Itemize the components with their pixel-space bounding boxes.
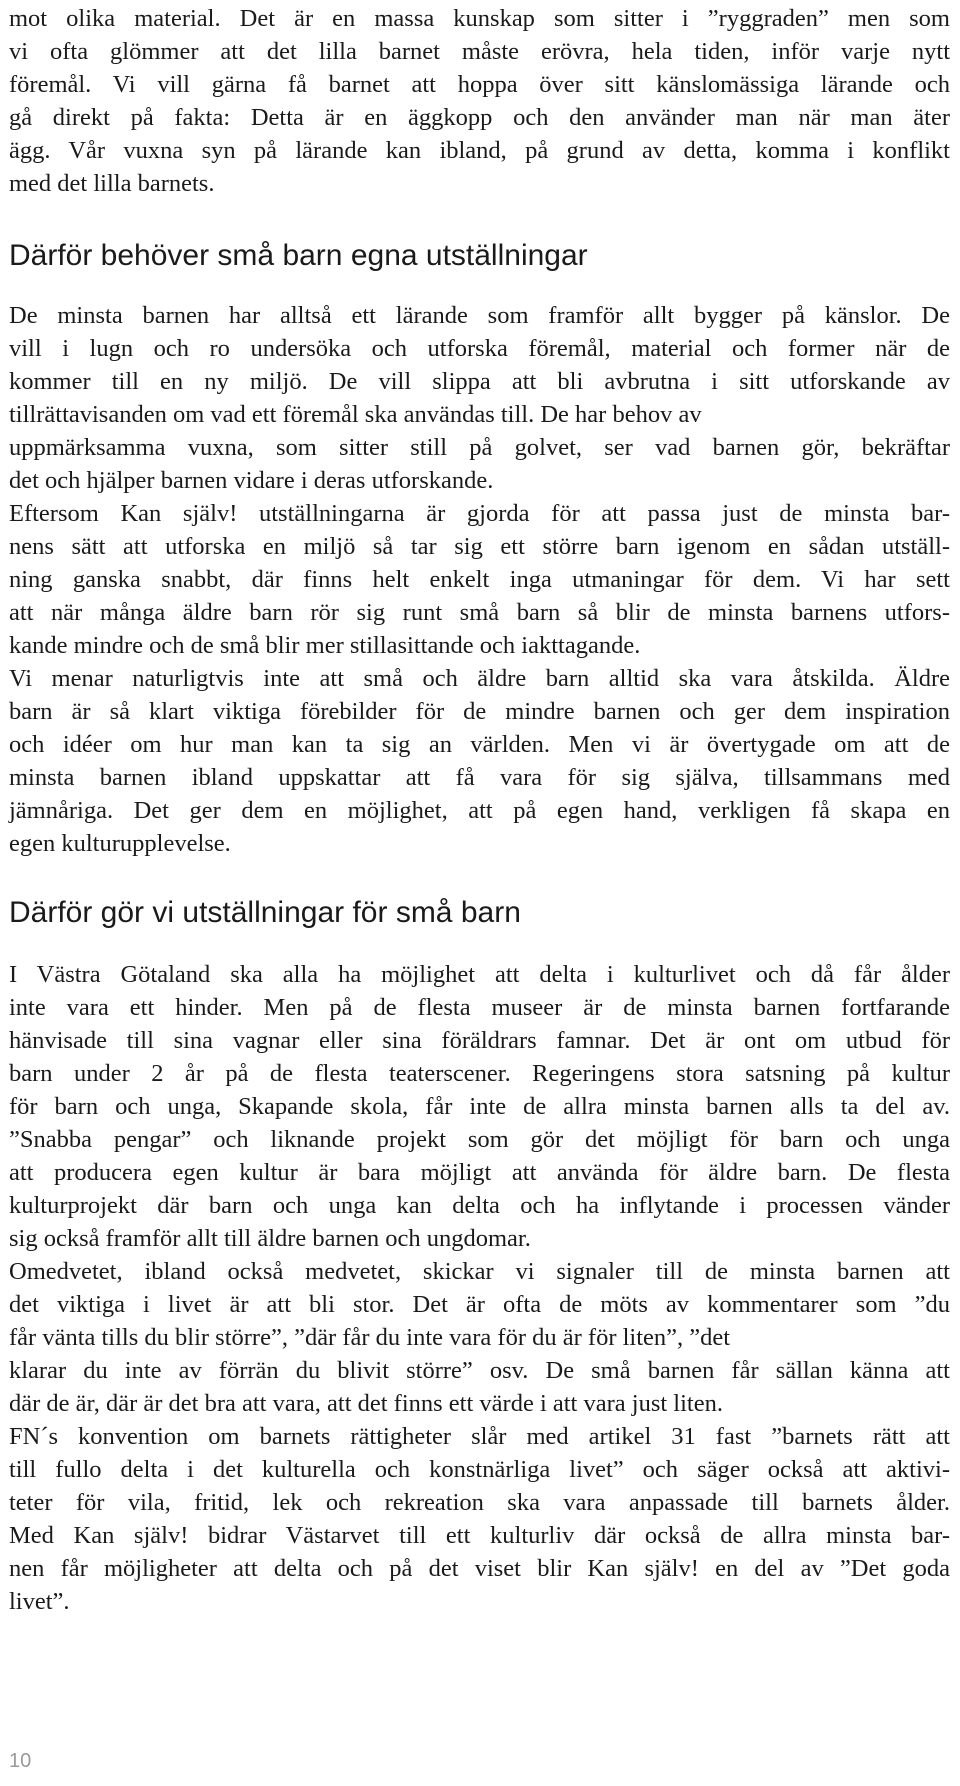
text-line: Eftersom Kan själv! utställningarna är gjorda för att passa just de minsta bar- <box>9 500 950 527</box>
text-line: att producera egen kultur är bara möjligt att använda för äldre barn. De flesta <box>9 1159 950 1186</box>
text-line: barn är så klart viktiga förebilder för de mindre barnen och ger dem inspiration <box>9 698 950 725</box>
text-line: Med Kan själv! bidrar Västarvet till ett kulturliv där också de allra minsta bar- <box>9 1522 950 1549</box>
text-line: ”Snabba pengar” och liknande projekt som gör det möjligt för barn och unga <box>9 1126 950 1153</box>
text-line: kulturprojekt där barn och unga kan delta och ha inflytande i processen vänder <box>9 1192 950 1219</box>
text-line: hänvisade till sina vagnar eller sina föräldrars famnar. Det är ont om utbud för <box>9 1027 950 1054</box>
text-line: I Västra Götaland ska alla ha möjlighet att delta i kulturlivet och då får ålder <box>9 961 950 988</box>
text-line: klarar du inte av förrän du blivit större” osv. De små barnen får sällan känna att <box>9 1357 950 1384</box>
text-line: inte vara ett hinder. Men på de flesta museer är de minsta barnen fortfarande <box>9 994 950 1021</box>
text-line: livet”. <box>9 1588 70 1615</box>
text-line: där de är, där är det bra att vara, att det finns ett värde i att vara just liten. <box>9 1390 723 1417</box>
page-number: 10 <box>9 1750 32 1772</box>
text-line: nen får möjligheter att delta och på det viset blir Kan själv! en del av ”Det goda <box>9 1555 950 1582</box>
text-line: teter för vila, fritid, lek och rekreation ska vara anpassade till barnets ålder. <box>9 1489 950 1516</box>
text-line: De minsta barnen har alltså ett lärande som framför allt bygger på känslor. De <box>9 302 950 329</box>
text-line: för barn och unga, Skapande skola, får inte de allra minsta barnen alls ta del av. <box>9 1093 950 1120</box>
text-line: och idéer om hur man kan ta sig an världen. Men vi är övertygade om att de <box>9 731 950 758</box>
text-line: FN´s konvention om barnets rättigheter slår med artikel 31 fast ”barnets rätt att <box>9 1423 950 1450</box>
text-line: sig också framför allt till äldre barnen och ungdomar. <box>9 1225 531 1252</box>
section-heading: Därför gör vi utställningar för små barn <box>9 896 521 929</box>
text-line: uppmärksamma vuxna, som sitter still på golvet, ser vad barnen gör, bekräftar <box>9 434 950 461</box>
text-line: minsta barnen ibland uppskattar att få vara för sig själva, tillsammans med <box>9 764 950 791</box>
text-line: kande mindre och de små blir mer stillasittande och iakttagande. <box>9 632 641 659</box>
text-line: ägg. Vår vuxna syn på lärande kan ibland, på grund av detta, komma i konflikt <box>9 137 950 164</box>
text-line: egen kulturupplevelse. <box>9 830 231 857</box>
text-line: får vänta tills du blir större”, ”där får du inte vara för du är för liten”, ”det <box>9 1324 731 1351</box>
text-line: nens sätt att utforska en miljö så tar sig ett större barn igenom en sådan utställ- <box>9 533 950 560</box>
text-line: tillrättavisanden om vad ett föremål ska användas till. De har behov av <box>9 401 702 428</box>
text-line: vill i lugn och ro undersöka och utforska föremål, material och former när de <box>9 335 950 362</box>
text-line: Omedvetet, ibland också medvetet, skickar vi signaler till de minsta barnen att <box>9 1258 950 1285</box>
text-line: ning ganska snabbt, där finns helt enkelt inga utmaningar för dem. Vi har sett <box>9 566 950 593</box>
text-line: barn under 2 år på de flesta teaterscener. Regeringens stora satsning på kultur <box>9 1060 950 1087</box>
text-line: jämnåriga. Det ger dem en möjlighet, att på egen hand, verkligen få skapa en <box>9 797 950 824</box>
text-line: till fullo delta i det kulturella och konstnärliga livet” och säger också att aktivi- <box>9 1456 950 1483</box>
text-line: det viktiga i livet är att bli stor. Det är ofta de möts av kommentarer som ”du <box>9 1291 950 1318</box>
text-line: föremål. Vi vill gärna få barnet att hoppa över sitt känslomässiga lärande och <box>9 71 950 98</box>
text-line: det och hjälper barnen vidare i deras utforskande. <box>9 467 494 494</box>
text-line: kommer till en ny miljö. De vill slippa att bli avbrutna i sitt utforskande av <box>9 368 950 395</box>
text-line: vi ofta glömmer att det lilla barnet måste erövra, hela tiden, inför varje nytt <box>9 38 950 65</box>
text-line: att när många äldre barn rör sig runt små barn så blir de minsta barnens utfors- <box>9 599 950 626</box>
section-heading: Därför behöver små barn egna utställningar <box>9 239 588 272</box>
text-line: mot olika material. Det är en massa kunskap som sitter i ”ryggraden” men som <box>9 5 950 32</box>
text-line: gå direkt på fakta: Detta är en äggkopp och den använder man när man äter <box>9 104 950 131</box>
text-line: Vi menar naturligtvis inte att små och äldre barn alltid ska vara åtskilda. Äldre <box>9 665 950 692</box>
text-line: med det lilla barnets. <box>9 170 215 197</box>
